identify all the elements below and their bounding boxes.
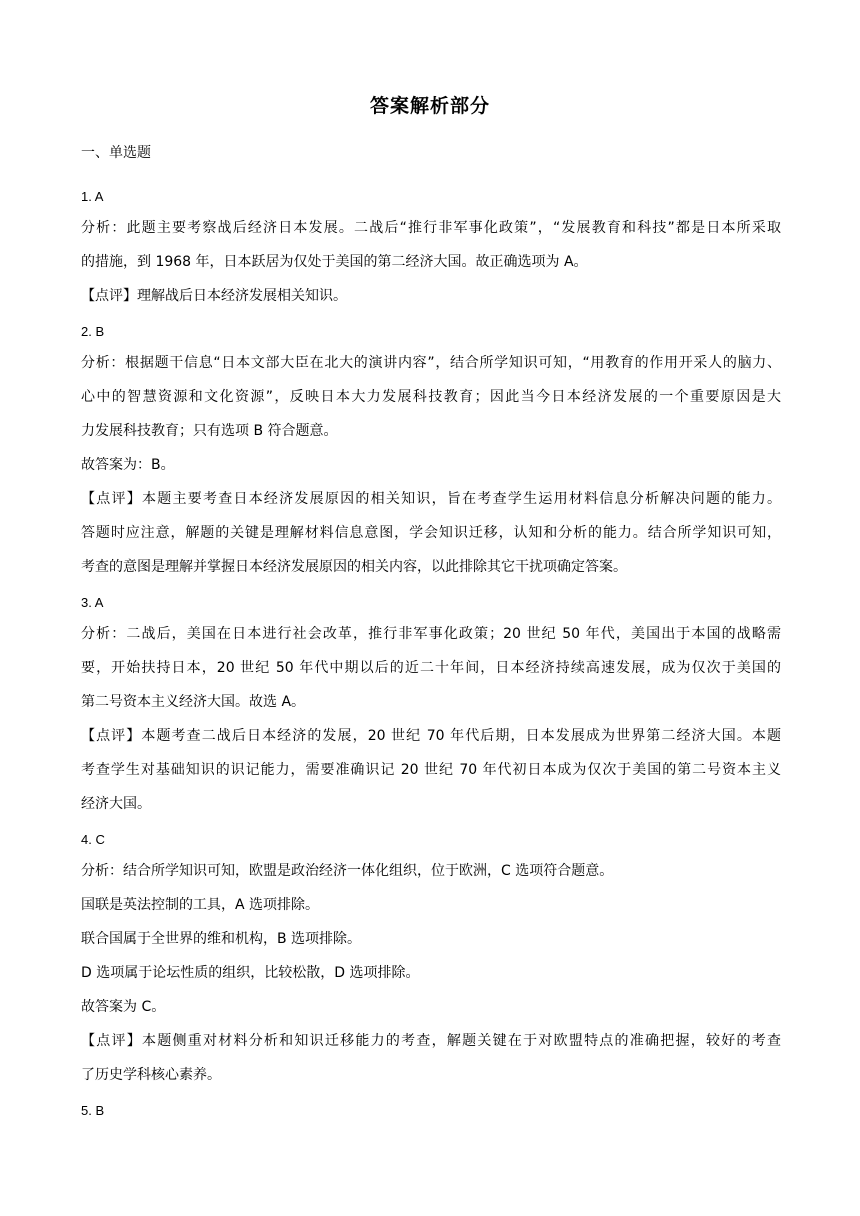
comment-line: 【点评】本题考查二战后日本经济的发展，20 世纪 70 年代后期，日本发展成为世界第二经济大国。本题 [81, 728, 781, 744]
answer-line: 故答案为 C。 [81, 999, 166, 1015]
section-heading: 一、单选题 [81, 145, 151, 161]
comment-line: 【点评】理解战后日本经济发展相关知识。 [81, 288, 347, 304]
comment-line: 考查的意图是理解并掌握日本经济发展原因的相关内容，以此排除其它干扰项确定答案。 [81, 559, 627, 575]
comment-line: 【点评】本题侧重对材料分析和知识迁移能力的考查，解题关键在于对欧盟特点的准确把握，较好的考查 [81, 1033, 781, 1049]
question-number: 3. A [81, 595, 104, 610]
analysis-line: 国联是英法控制的工具，A 选项排除。 [81, 897, 320, 913]
page-title: 答案解析部分 [369, 95, 490, 117]
question-number: 4. C [81, 832, 105, 847]
question-number: 1. A [81, 189, 104, 204]
comment-line: 考查学生对基础知识的识记能力，需要准确识记 20 世纪 70 年代初日本成为仅次于美国的第二号资本主义 [81, 762, 781, 778]
analysis-line: 分析：二战后，美国在日本进行社会改革，推行非军事化政策；20 世纪 50 年代，美国出于本国的战略需 [81, 626, 781, 642]
analysis-line: D 选项属于论坛性质的组织，比较松散，D 选项排除。 [81, 965, 420, 981]
analysis-line: 力发展科技教育；只有选项 B 符合题意。 [81, 423, 338, 439]
analysis-line: 的措施，到 1968 年，日本跃居为仅处于美国的第二经济大国。故正确选项为 A。 [81, 254, 588, 270]
analysis-line: 第二号资本主义经济大国。故选 A。 [81, 694, 306, 710]
analysis-line: 心中的智慧资源和文化资源”，反映日本大力发展科技教育；因此当今日本经济发展的一个重要原因是大 [81, 389, 781, 405]
analysis-line: 分析：此题主要考察战后经济日本发展。二战后“推行非军事化政策”，“发展教育和科技”都是日本所采取 [81, 220, 781, 236]
analysis-line: 分析：根据题干信息“日本文部大臣在北大的演讲内容”，结合所学知识可知，“用教育的作用开采人的脑力、 [81, 355, 781, 371]
question-number: 2. B [81, 324, 105, 339]
question-number: 5. B [81, 1103, 105, 1118]
analysis-line: 联合国属于全世界的维和机构，B 选项排除。 [81, 931, 362, 947]
comment-line: 经济大国。 [81, 796, 151, 812]
analysis-line: 分析：结合所学知识可知，欧盟是政治经济一体化组织，位于欧洲，C 选项符合题意。 [81, 863, 614, 879]
comment-line: 答题时应注意，解题的关键是理解材料信息意图，学会知识迁移，认知和分析的能力。结合所学知识可知， [81, 525, 781, 541]
analysis-line: 要，开始扶持日本，20 世纪 50 年代中期以后的近二十年间，日本经济持续高速发展，成为仅次于美国的 [81, 660, 781, 676]
comment-line: 【点评】本题主要考查日本经济发展原因的相关知识，旨在考查学生运用材料信息分析解决问题的能力。 [81, 491, 781, 507]
answer-line: 故答案为：B。 [81, 457, 175, 473]
comment-line: 了历史学科核心素养。 [81, 1067, 221, 1083]
